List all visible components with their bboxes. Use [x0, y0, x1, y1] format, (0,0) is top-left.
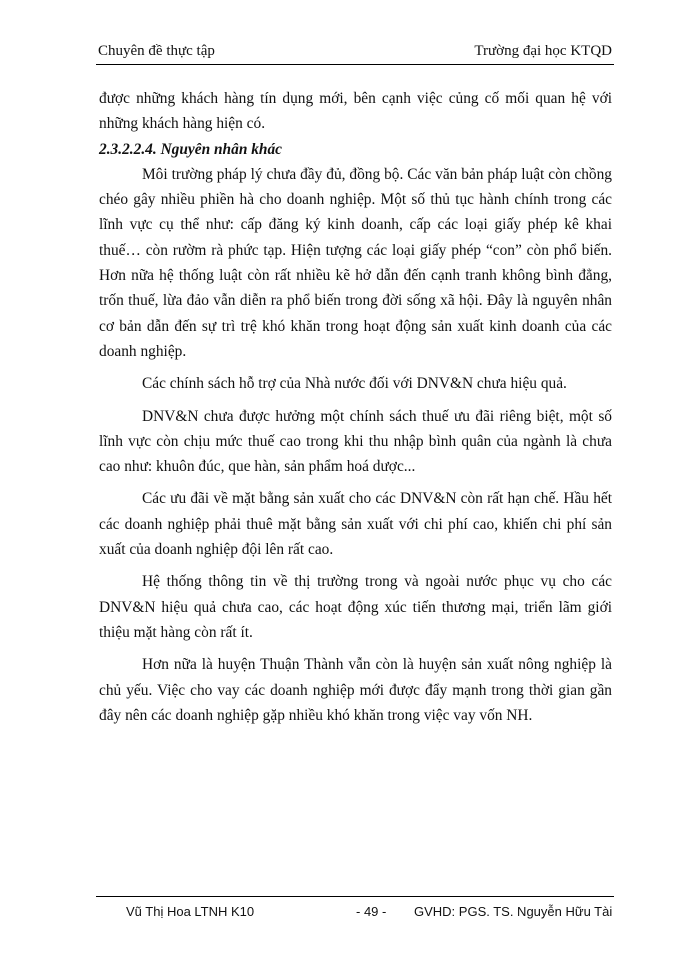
footer-advisor: GVHD: PGS. TS. Nguyễn Hữu Tài: [414, 904, 613, 919]
page-footer: [96, 896, 614, 919]
paragraph-continuation: được những khách hàng tín dụng mới, bên cạnh việc củng cố mối quan hệ với những khách hàng hiện có.: [99, 90, 612, 133]
header-left-title: Chuyên đề thực tập: [98, 43, 215, 59]
paragraph-tax-policy: DNV&N chưa được hưởng một chính sách thuế ưu đãi riêng biệt, một số lĩnh vực còn chịu mức thuế cao trong khi thu nhập bình quân của ngành là chưa cao như: khuôn đúc, que hàn, sản phẩm hoá dược...: [99, 407, 612, 476]
document-body: [99, 86, 612, 728]
paragraph-support-policies: Các chính sách hỗ trợ của Nhà nước đối với DNV&N chưa hiệu quả.: [142, 375, 567, 393]
footer-author: Vũ Thị Hoa LTNH K10: [126, 904, 255, 919]
page-header: [96, 36, 614, 65]
page-number: - 49 -: [356, 904, 387, 919]
paragraph-legal-environment: Môi trường pháp lý chưa đầy đủ, đồng bộ. Các văn bản pháp luật còn chồng chéo gây nhiều phiền hà cho doanh nghiệp. Một số thủ tục hành chính trong các lĩnh vực cụ thể như: cấp đăng ký kinh doanh, cấp các loại giấy phép kê khai thuế… còn rườm rà phức tạp. Hiện tượng các loại giấy phép “con” còn phổ biến. Hơn nữa hệ thống luật còn rất nhiều kẽ hở dẫn đến cạnh tranh không bình đẳng, trốn thuế, lừa đảo vẫn diễn ra phổ biến trong đời sống xã hội. Đây là nguyên nhân cơ bản dẫn đến sự trì trệ khó khăn trong hoạt động sản xuất kinh doanh của các doanh nghiệp.: [99, 165, 612, 360]
paragraph-premises: Các ưu đãi về mặt bằng sản xuất cho các DNV&N còn rất hạn chế. Hầu hết các doanh nghiệp phải thuê mặt bằng sản xuất với chi phí cao, khiến chi phí sản xuất của doanh nghiệp đội lên rất cao.: [99, 490, 612, 559]
header-right-title: Trường đại học KTQD: [474, 43, 612, 59]
paragraph-market-info: Hệ thống thông tin về thị trường trong và ngoài nước phục vụ cho các DNV&N hiệu quả chưa cao, các hoạt động xúc tiến thương mại, triển lãm giới thiệu mặt hàng còn rất ít.: [99, 573, 612, 641]
paragraph-agriculture: Hơn nữa là huyện Thuận Thành vẫn còn là huyện sản xuất nông nghiệp là chủ yếu. Việc cho vay các doanh nghiệp mới được đẩy mạnh trong thời gian gần đây nên các doanh nghiệp gặp nhiều khó khăn trong việc vay vốn NH.: [99, 656, 612, 724]
section-heading: 2.3.2.2.4. Nguyên nhân khác: [99, 140, 283, 158]
